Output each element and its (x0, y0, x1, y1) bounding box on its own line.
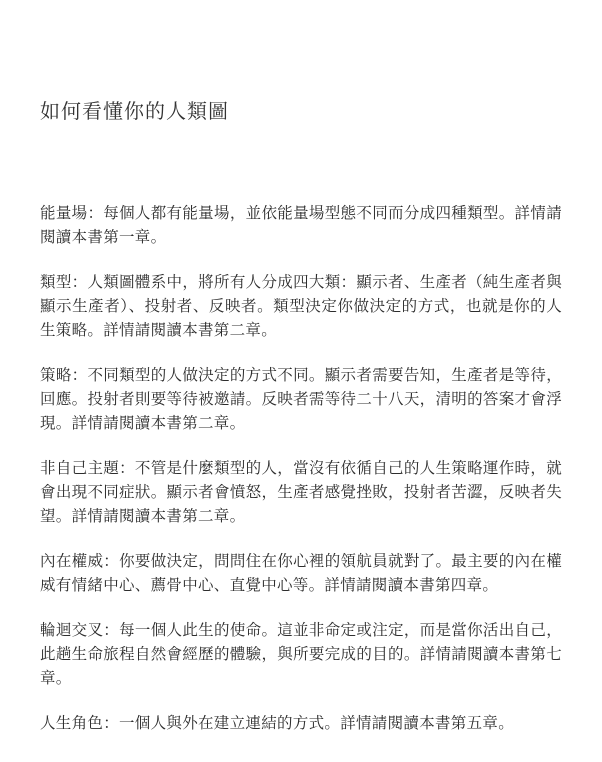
paragraph-energy-field: 能量場：每個人都有能量場，並依能量場型態不同而分成四種類型。詳情請閱讀本書第一章。 (40, 204, 562, 246)
paragraph-type: 類型：人類圖體系中，將所有人分成四大類：顯示者、生產者（純生產者與顯示生產者）、投射者、反映者。類型決定你做決定的方式，也就是你的人生策略。詳情請閱讀本書第二章。 (40, 273, 562, 339)
page-title: 如何看懂你的人類圖 (40, 99, 229, 123)
paragraph-inner-authority: 內在權威：你要做決定，問問住在你心裡的領航員就對了。最主要的內在權威有情緒中心、薦骨中心、直覺中心等。詳情請閱讀本書第四章。 (40, 552, 562, 594)
paragraph-not-self-theme: 非自己主題：不管是什麼類型的人，當沒有依循自己的人生策略運作時，就會出現不同症狀。顯示者會憤怒，生產者感覺挫敗，投射者苦澀，反映者失望。詳情請閱讀本書第二章。 (40, 459, 562, 525)
paragraph-strategy: 策略：不同類型的人做決定的方式不同。顯示者需要告知，生產者是等待，回應。投射者則要等待被邀請。反映者需等待二十八天，清明的答案才會浮現。詳情請閱讀本書第二章。 (40, 366, 562, 432)
glossary-content (40, 201, 562, 756)
paragraph-profile: 人生角色：一個人與外在建立連結的方式。詳情請閱讀本書第五章。 (40, 714, 515, 732)
paragraph-incarnation-cross: 輪迴交叉：每一個人此生的使命。這並非命定或注定，而是當你活出自己，此趟生命旅程自然會經歷的體驗，與所要完成的目的。詳情請閱讀本書第七章。 (40, 621, 562, 687)
